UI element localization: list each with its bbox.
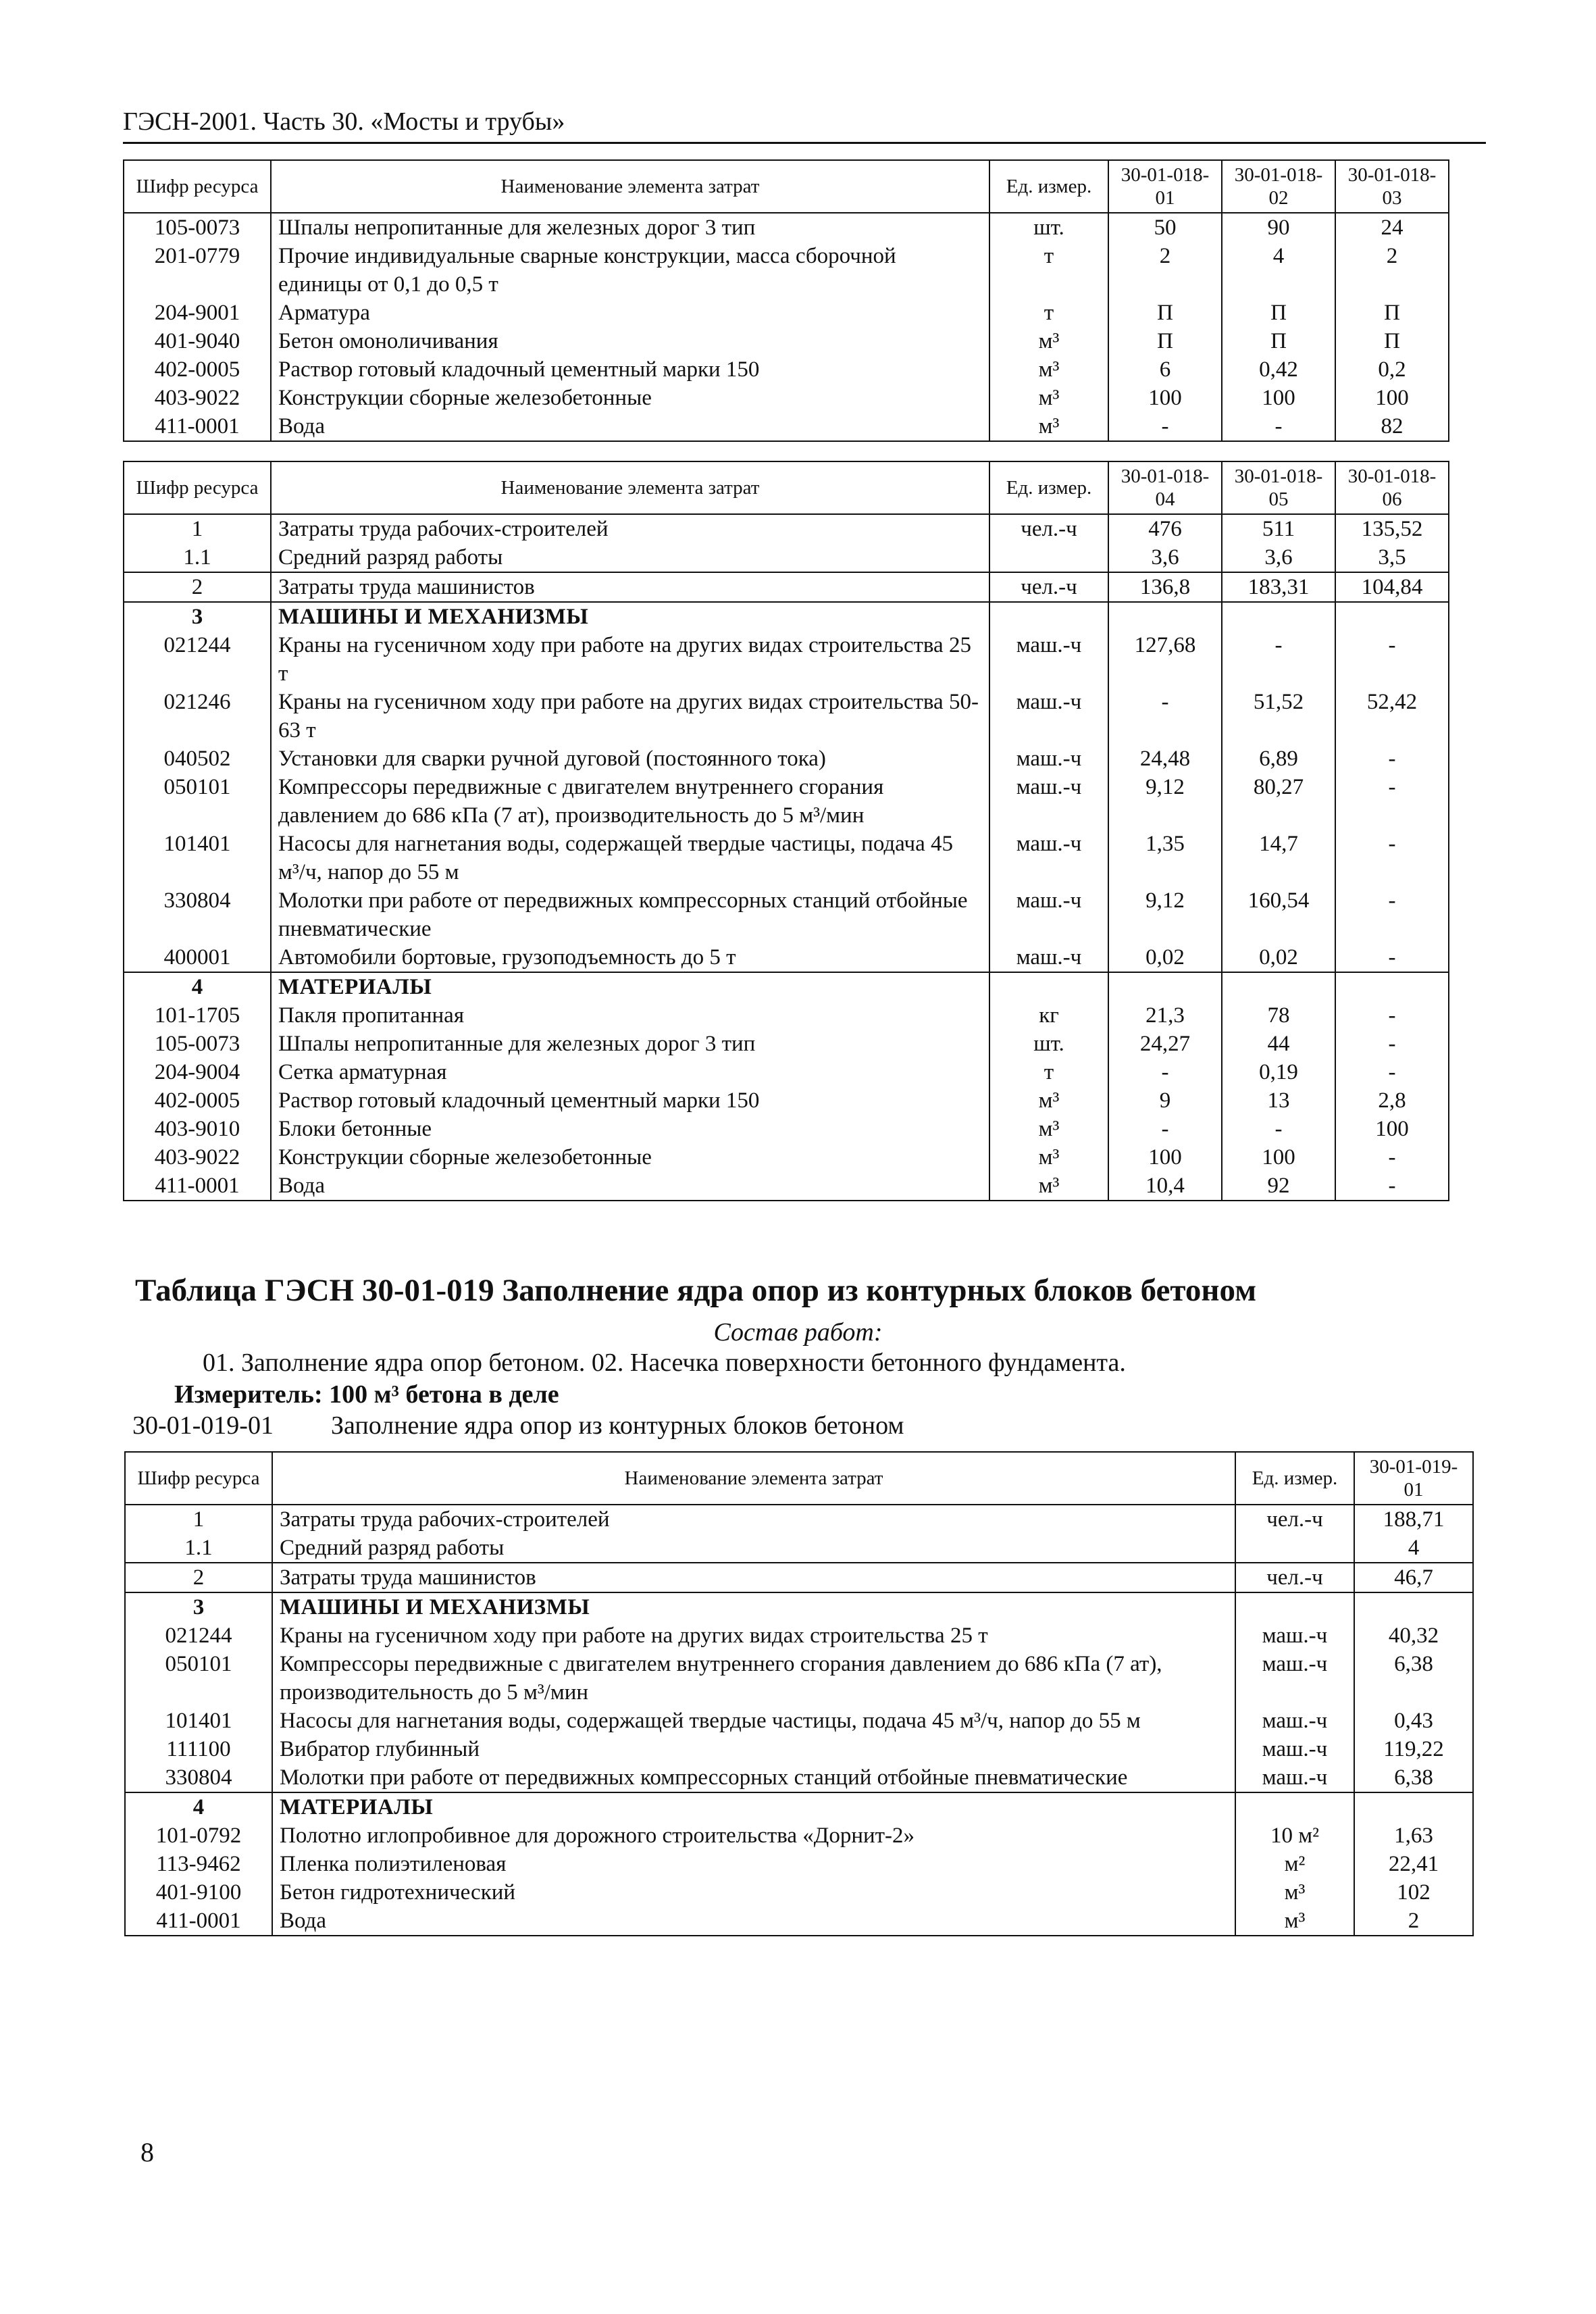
value-cell: - [1335,1172,1449,1201]
resource-name: Бетон омоноличивания [271,327,989,355]
value-cell: - [1335,943,1449,972]
resource-code: 403-9010 [124,1115,271,1143]
value-cell: - [1335,1001,1449,1030]
table-row [124,631,1449,688]
value-cell: 4 [1222,242,1335,299]
value-cell: 1,63 [1354,1821,1473,1850]
resource-code: 111100 [125,1735,272,1763]
value-cell: 52,42 [1335,688,1449,745]
table-row [125,1707,1473,1735]
table-row [124,355,1449,384]
resource-code: 113-9462 [125,1850,272,1878]
resource-code: 1 [124,514,271,543]
value-cell: 3,6 [1108,543,1222,572]
value-cell: 104,84 [1335,572,1449,602]
value-cell: - [1108,412,1222,441]
table-row [125,1878,1473,1907]
table-row [124,384,1449,412]
value-cell: - [1335,773,1449,830]
value-cell: 44 [1222,1030,1335,1058]
unit-cell: шт. [989,213,1108,242]
value-cell: П [1108,299,1222,327]
unit-header: Ед. измер. [989,160,1108,213]
value-cell: - [1108,1058,1222,1086]
resource-table-018-04-06 [123,461,1449,1201]
unit-cell: м³ [1235,1878,1354,1907]
resource-code: 402-0005 [124,355,271,384]
value-cell: 78 [1222,1001,1335,1030]
value-cell: 188,71 [1354,1505,1473,1534]
code-header: Шифр ресурса [124,160,271,213]
resource-name: Средний разряд работы [271,543,989,572]
unit-cell: маш.-ч [989,745,1108,773]
value-cell: 0,02 [1108,943,1222,972]
resource-name: Затраты труда машинистов [271,572,989,602]
table-row [125,1907,1473,1936]
norm-name: Заполнение ядра опор из контурных блоков бетоном [331,1411,904,1440]
resource-name: Затраты труда рабочих-строителей [271,514,989,543]
unit-cell: т [989,242,1108,299]
value-cell: 40,32 [1354,1621,1473,1650]
norm-column-header: 30-01-018-04 [1108,461,1222,514]
resource-name: Краны на гусеничном ходу при работе на других видах строительства 25 т [272,1621,1235,1650]
resource-code: 040502 [124,745,271,773]
unit-cell: маш.-ч [989,631,1108,688]
group-row [124,602,1449,631]
value-cell: 2 [1354,1907,1473,1936]
table-row [124,886,1449,943]
resource-name: Блоки бетонные [271,1115,989,1143]
unit-cell: м³ [989,1115,1108,1143]
value-cell: 50 [1108,213,1222,242]
value-cell: 14,7 [1222,830,1335,886]
resource-code: 021244 [124,631,271,688]
value-cell: 13 [1222,1086,1335,1115]
resource-code: 401-9040 [124,327,271,355]
value-cell: 2 [1108,242,1222,299]
value-cell: 0,19 [1222,1058,1335,1086]
value-cell [1108,972,1222,1001]
unit-cell [1235,1534,1354,1563]
value-cell: - [1108,688,1222,745]
unit-cell: т [989,299,1108,327]
value-cell: 119,22 [1354,1735,1473,1763]
composition-label: Состав работ: [713,1318,883,1347]
resource-code: 1 [125,1505,272,1534]
value-cell: 9,12 [1108,886,1222,943]
resource-code: 105-0073 [124,213,271,242]
resource-name: Автомобили бортовые, грузоподъемность до 5 т [271,943,989,972]
table-row [124,242,1449,299]
resource-name: Краны на гусеничном ходу при работе на других видах строительства 25 т [271,631,989,688]
table-row [124,1172,1449,1201]
unit-cell: чел.-ч [1235,1563,1354,1592]
resource-name: Вода [271,412,989,441]
unit-cell: кг [989,1001,1108,1030]
value-cell: - [1222,631,1335,688]
norm-column-header: 30-01-018-06 [1335,461,1449,514]
value-cell: 0,42 [1222,355,1335,384]
value-cell: 24 [1335,213,1449,242]
table-row [124,514,1449,543]
resource-code: 021244 [125,1621,272,1650]
resource-code: 021246 [124,688,271,745]
name-header: Наименование элемента затрат [271,461,989,514]
value-cell: 136,8 [1108,572,1222,602]
table-row [125,1534,1473,1563]
resource-code: 411-0001 [125,1907,272,1936]
table-row [124,830,1449,886]
unit-cell: маш.-ч [1235,1735,1354,1763]
unit-cell: чел.-ч [989,514,1108,543]
table-row [124,1058,1449,1086]
resource-code: 401-9100 [125,1878,272,1907]
value-cell: П [1335,299,1449,327]
resource-code: 403-9022 [124,384,271,412]
resource-name: Молотки при работе от передвижных компрессорных станций отбойные пневматические [271,886,989,943]
table-row [125,1621,1473,1650]
resource-name: Прочие индивидуальные сварные конструкции, масса сборочной единицы от 0,1 до 0,5 т [271,242,989,299]
unit-cell: маш.-ч [989,773,1108,830]
value-cell: П [1335,327,1449,355]
value-cell: 511 [1222,514,1335,543]
value-cell: - [1108,1115,1222,1143]
resource-name: Полотно иглопробивное для дорожного строительства «Дорнит-2» [272,1821,1235,1850]
resource-code: 403-9022 [124,1143,271,1172]
value-cell: 100 [1335,1115,1449,1143]
resource-code: 330804 [125,1763,272,1792]
resource-name: Насосы для нагнетания воды, содержащей твердые частицы, подача 45 м³/ч, напор до 55 м [271,830,989,886]
resource-name: Компрессоры передвижные с двигателем внутреннего сгорания давлением до 686 кПа (7 ат), производительность до 5 м³/мин [272,1650,1235,1707]
unit-cell: чел.-ч [989,572,1108,602]
resource-code: 050101 [125,1650,272,1707]
table-row [124,412,1449,441]
value-cell: 24,27 [1108,1030,1222,1058]
value-cell: - [1222,412,1335,441]
resource-code: 050101 [124,773,271,830]
table-row [125,1563,1473,1592]
resource-code: 2 [124,572,271,602]
value-cell: 46,7 [1354,1563,1473,1592]
value-cell: 135,52 [1335,514,1449,543]
unit-cell: т [989,1058,1108,1086]
norm-column-header: 30-01-018-01 [1108,160,1222,213]
norm-code: 30-01-019-01 [132,1411,274,1440]
group-row [124,972,1449,1001]
unit-cell: м³ [989,1172,1108,1201]
resource-code: 400001 [124,943,271,972]
resource-name: Установки для сварки ручной дуговой (постоянного тока) [271,745,989,773]
table-row [125,1650,1473,1707]
resource-name: Вода [271,1172,989,1201]
value-cell: - [1222,1115,1335,1143]
value-cell: 2,8 [1335,1086,1449,1115]
table-row [124,1086,1449,1115]
value-cell: 100 [1108,384,1222,412]
value-cell: 90 [1222,213,1335,242]
value-cell: - [1335,886,1449,943]
unit-cell [989,543,1108,572]
composition-text: 01. Заполнение ядра опор бетоном. 02. Насечка поверхности бетонного фундамента. [203,1349,1126,1377]
resource-code: 402-0005 [124,1086,271,1115]
resource-name: Вибратор глубинный [272,1735,1235,1763]
table-row [124,1001,1449,1030]
value-cell: 1,35 [1108,830,1222,886]
resource-name: Шпалы непропитанные для железных дорог 3 тип [271,213,989,242]
value-cell: 9 [1108,1086,1222,1115]
value-cell: 10,4 [1108,1172,1222,1201]
resource-name: Насосы для нагнетания воды, содержащей твердые частицы, подача 45 м³/ч, напор до 55 м [272,1707,1235,1735]
table-row [125,1505,1473,1534]
unit-cell: шт. [989,1030,1108,1058]
resource-name: Раствор готовый кладочный цементный марки 150 [271,355,989,384]
unit-cell: м² [1235,1850,1354,1878]
table-row [124,773,1449,830]
value-cell [1354,1592,1473,1621]
resource-name: Средний разряд работы [272,1534,1235,1563]
value-cell: - [1335,1143,1449,1172]
unit-cell [1235,1792,1354,1821]
resource-code: 101401 [124,830,271,886]
norm-column-header: 30-01-018-02 [1222,160,1335,213]
value-cell [1222,972,1335,1001]
resource-name: Конструкции сборные железобетонные [271,384,989,412]
value-cell: 6 [1108,355,1222,384]
value-cell: - [1335,745,1449,773]
resource-code: 2 [125,1563,272,1592]
group-code: 3 [125,1592,272,1621]
table-row [124,572,1449,602]
table-row [125,1850,1473,1878]
unit-cell: м³ [989,355,1108,384]
resource-name: Арматура [271,299,989,327]
resource-code: 1.1 [124,543,271,572]
unit-cell: м³ [1235,1907,1354,1936]
table-row [124,1030,1449,1058]
table-row [125,1735,1473,1763]
code-header: Шифр ресурса [125,1452,272,1505]
resource-name: Сетка арматурная [271,1058,989,1086]
value-cell: 100 [1222,1143,1335,1172]
section-title: Таблица ГЭСН 30-01-019 Заполнение ядра опор из контурных блоков бетоном [135,1273,1257,1308]
value-cell: 2 [1335,242,1449,299]
resource-code: 101401 [125,1707,272,1735]
table-row [124,213,1449,242]
name-header: Наименование элемента затрат [272,1452,1235,1505]
value-cell [1354,1792,1473,1821]
resource-name: Компрессоры передвижные с двигателем внутреннего сгорания давлением до 686 кПа (7 ат), производительность до 5 м³/мин [271,773,989,830]
value-cell: - [1335,1058,1449,1086]
resource-code: 101-1705 [124,1001,271,1030]
group-title: МАТЕРИАЛЫ [271,972,989,1001]
value-cell: 160,54 [1222,886,1335,943]
table-row [124,1143,1449,1172]
unit-cell: м³ [989,1143,1108,1172]
value-cell: 9,12 [1108,773,1222,830]
unit-cell [989,972,1108,1001]
unit-cell: м³ [989,412,1108,441]
table-row [125,1821,1473,1850]
resource-code: 1.1 [125,1534,272,1563]
value-cell: 127,68 [1108,631,1222,688]
value-cell: П [1222,299,1335,327]
value-cell [1335,972,1449,1001]
norm-column-header: 30-01-019-01 [1354,1452,1473,1505]
unit-cell: маш.-ч [989,943,1108,972]
unit-cell: маш.-ч [1235,1621,1354,1650]
norm-column-header: 30-01-018-03 [1335,160,1449,213]
unit-header: Ед. измер. [1235,1452,1354,1505]
group-title: МАШИНЫ И МЕХАНИЗМЫ [272,1592,1235,1621]
unit-cell: маш.-ч [989,688,1108,745]
resource-name: Раствор готовый кладочный цементный марки 150 [271,1086,989,1115]
value-cell: 6,89 [1222,745,1335,773]
value-cell: 100 [1335,384,1449,412]
resource-name: Конструкции сборные железобетонные [271,1143,989,1172]
value-cell: 24,48 [1108,745,1222,773]
resource-name: Молотки при работе от передвижных компрессорных станций отбойные пневматические [272,1763,1235,1792]
value-cell: 0,43 [1354,1707,1473,1735]
page-header: ГЭСН-2001. Часть 30. «Мосты и трубы» [123,105,1486,144]
norm-column-header: 30-01-018-05 [1222,461,1335,514]
value-cell: 4 [1354,1534,1473,1563]
resource-code: 105-0073 [124,1030,271,1058]
table-row [124,943,1449,972]
unit-cell: чел.-ч [1235,1505,1354,1534]
unit-cell: маш.-ч [1235,1763,1354,1792]
unit-cell: маш.-ч [989,830,1108,886]
value-cell: 100 [1222,384,1335,412]
page-number: 8 [140,2137,154,2167]
value-cell: - [1335,1030,1449,1058]
value-cell [1108,602,1222,631]
value-cell [1222,602,1335,631]
value-cell [1335,602,1449,631]
value-cell: 3,6 [1222,543,1335,572]
table-row [125,1763,1473,1792]
unit-cell: маш.-ч [989,886,1108,943]
unit-cell [989,602,1108,631]
value-cell: 100 [1108,1143,1222,1172]
value-cell: 6,38 [1354,1650,1473,1707]
value-cell: 51,52 [1222,688,1335,745]
group-code: 3 [124,602,271,631]
group-title: МАШИНЫ И МЕХАНИЗМЫ [271,602,989,631]
unit-cell: м³ [989,1086,1108,1115]
group-title: МАТЕРИАЛЫ [272,1792,1235,1821]
measure-unit: Измеритель: 100 м³ бетона в деле [174,1380,559,1409]
resource-code: 411-0001 [124,1172,271,1201]
unit-cell: маш.-ч [1235,1650,1354,1707]
resource-name: Бетон гидротехнический [272,1878,1235,1907]
value-cell: 476 [1108,514,1222,543]
table-row [124,745,1449,773]
group-row [125,1592,1473,1621]
table-row [124,1115,1449,1143]
resource-code: 330804 [124,886,271,943]
value-cell: - [1335,830,1449,886]
unit-header: Ед. измер. [989,461,1108,514]
resource-name: Затраты труда рабочих-строителей [272,1505,1235,1534]
value-cell: 92 [1222,1172,1335,1201]
value-cell: - [1335,631,1449,688]
resource-name: Краны на гусеничном ходу при работе на других видах строительства 50-63 т [271,688,989,745]
value-cell: 80,27 [1222,773,1335,830]
table-row [124,543,1449,572]
value-cell: 183,31 [1222,572,1335,602]
resource-code: 204-9001 [124,299,271,327]
unit-cell: 10 м² [1235,1821,1354,1850]
group-row [125,1792,1473,1821]
resource-code: 201-0779 [124,242,271,299]
table-row [124,327,1449,355]
group-code: 4 [124,972,271,1001]
code-header: Шифр ресурса [124,461,271,514]
resource-table-019-01 [124,1451,1474,1936]
value-cell: 3,5 [1335,543,1449,572]
unit-cell [1235,1592,1354,1621]
unit-cell: м³ [989,384,1108,412]
resource-code: 411-0001 [124,412,271,441]
unit-cell: м³ [989,327,1108,355]
value-cell: 0,2 [1335,355,1449,384]
resource-name: Вода [272,1907,1235,1936]
value-cell: 21,3 [1108,1001,1222,1030]
value-cell: 102 [1354,1878,1473,1907]
value-cell: 6,38 [1354,1763,1473,1792]
name-header: Наименование элемента затрат [271,160,989,213]
value-cell: 0,02 [1222,943,1335,972]
group-code: 4 [125,1792,272,1821]
resource-table-018-01-03 [123,159,1449,442]
table-row [124,299,1449,327]
resource-code: 101-0792 [125,1821,272,1850]
resource-name: Затраты труда машинистов [272,1563,1235,1592]
value-cell: 22,41 [1354,1850,1473,1878]
value-cell: П [1108,327,1222,355]
resource-name: Пакля пропитанная [271,1001,989,1030]
unit-cell: маш.-ч [1235,1707,1354,1735]
resource-name: Шпалы непропитанные для железных дорог 3 тип [271,1030,989,1058]
value-cell: 82 [1335,412,1449,441]
value-cell: П [1222,327,1335,355]
resource-code: 204-9004 [124,1058,271,1086]
resource-name: Пленка полиэтиленовая [272,1850,1235,1878]
table-row [124,688,1449,745]
